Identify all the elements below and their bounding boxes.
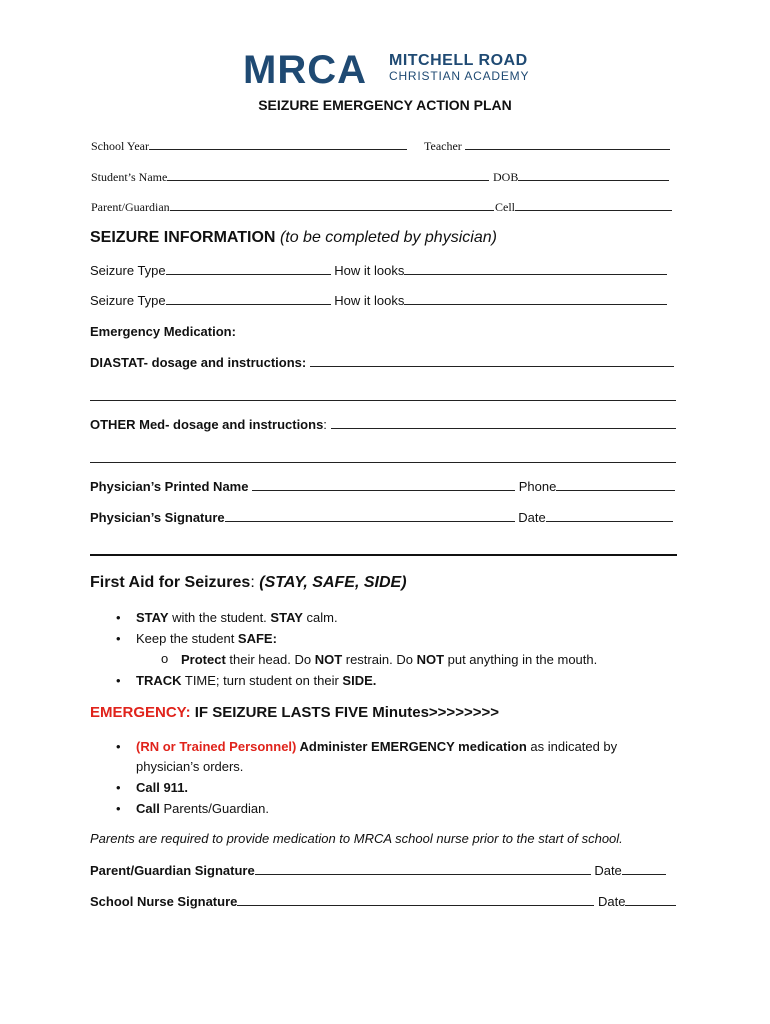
first-aid-item-stay-b1: STAY [136,610,169,625]
how-it-looks-label: How it looks [334,293,405,308]
first-aid-item-stay-t2: calm. [302,610,338,625]
emergency-item-call-parents-bold: Call [136,801,160,816]
diastat-continuation-line[interactable] [90,388,676,401]
logo-mark: MRCA [243,48,367,92]
section-divider [90,554,677,556]
nurse-date-line[interactable] [625,894,676,906]
seizure-info-heading-note: (to be completed by physician) [279,229,497,246]
seizure-type-line[interactable] [166,263,331,275]
first-aid-heading [90,574,407,592]
seizure-type-line[interactable] [166,293,331,305]
seizure-type-label: Seizure Type [90,293,166,308]
first-aid-heading-text: First Aid for Seizures [90,574,251,591]
emergency-item-administer [136,739,617,754]
physician-printed-name-line[interactable] [252,479,515,491]
cell-field[interactable] [495,199,672,215]
date-line[interactable] [546,510,673,522]
first-aid-subitem-protect [181,652,597,667]
school-year-field[interactable] [91,138,407,154]
parent-guardian-line[interactable] [170,199,494,211]
emergency-item-administer-bold: Administer EMERGENCY medication [296,739,527,754]
first-aid-item-track-b2: SIDE. [342,673,377,688]
other-med-continuation-line[interactable] [90,450,676,463]
diastat-field[interactable] [90,355,674,370]
first-aid-item-stay-b2: STAY [270,610,303,625]
emergency-medication-label: Emergency Medication: [90,324,236,339]
other-med-line[interactable] [331,417,676,429]
how-it-looks-line[interactable] [404,263,667,275]
first-aid-item-safe [136,631,277,646]
parent-signature-label: Parent/Guardian Signature [90,863,255,878]
first-aid-item-stay [136,610,338,625]
emergency-item-administer-text: as indicated by [526,739,618,754]
emergency-item-administer-line2: physician’s orders. [136,759,244,774]
first-aid-heading-note: (STAY, SAFE, SIDE) [259,574,407,591]
first-aid-heading-colon: : [250,574,255,591]
school-year-label: School Year [91,139,150,153]
medication-note: Parents are required to provide medication to MRCA school nurse prior to the start of school. [90,831,623,846]
date-label: Date [594,863,622,878]
first-aid-subitem-protect-t2: restrain. Do [342,652,417,667]
student-name-line[interactable] [167,169,489,181]
student-name-field[interactable] [91,169,489,185]
first-aid-subitem-protect-b1: Protect [181,652,226,667]
first-aid-item-safe-t1: Keep the student [136,631,238,646]
seizure-type-row-2[interactable] [90,293,667,308]
first-aid-item-stay-t1: with the student. [168,610,271,625]
other-med-colon: : [323,417,327,432]
bullet-icon: • [116,801,121,816]
parent-guardian-field[interactable] [91,199,494,215]
phone-line[interactable] [556,479,675,491]
how-it-looks-label: How it looks [334,263,405,278]
teacher-line[interactable] [465,138,670,150]
date-label: Date [598,894,626,909]
emergency-item-administer-red: (RN or Trained Personnel) [136,739,297,754]
logo-school-subname: CHRISTIAN ACADEMY [389,69,530,83]
first-aid-subitem-protect-t1: their head. Do [225,652,315,667]
bullet-icon: • [116,610,121,625]
date-label: Date [518,510,546,525]
teacher-field[interactable] [424,138,670,154]
first-aid-subitem-protect-t3: put anything in the mouth. [444,652,598,667]
page-title: SEIZURE EMERGENCY ACTION PLAN [258,97,512,113]
nurse-signature-label: School Nurse Signature [90,894,238,909]
physician-signature-label: Physician’s Signature [90,510,225,525]
parent-signature-line[interactable] [255,863,591,875]
nurse-signature-line[interactable] [237,894,594,906]
parent-date-line[interactable] [622,863,666,875]
first-aid-item-track [136,673,376,688]
seizure-info-heading [90,229,497,247]
emergency-item-call-911: Call 911. [136,780,189,795]
cell-label: Cell [495,200,515,214]
first-aid-item-track-b1: TRACK [136,673,182,688]
teacher-label: Teacher [424,139,462,153]
other-med-field[interactable] [90,417,676,432]
dob-field[interactable] [493,169,669,185]
dob-label: DOB [493,170,519,184]
student-name-label: Student’s Name [91,170,168,184]
diastat-line[interactable] [310,355,674,367]
emergency-item-call-parents-text: Parents/Guardian. [159,801,269,816]
first-aid-subitem-protect-b3: NOT [416,652,445,667]
nurse-signature-row[interactable] [90,894,676,909]
cell-line[interactable] [515,199,672,211]
first-aid-item-track-t1: TIME; turn student on their [181,673,343,688]
logo-school-name: MITCHELL ROAD [389,52,528,69]
seizure-type-label: Seizure Type [90,263,166,278]
bullet-icon: • [116,780,121,795]
seizure-type-row-1[interactable] [90,263,667,278]
bullet-icon: • [116,631,121,646]
how-it-looks-line[interactable] [404,293,667,305]
first-aid-subitem-protect-b2: NOT [314,652,343,667]
dob-line[interactable] [518,169,669,181]
diastat-label: DIASTAT- dosage and instructions: [90,355,307,370]
seizure-info-heading-text: SEIZURE INFORMATION [90,229,276,246]
sub-bullet-icon: o [161,651,169,666]
other-med-label: OTHER Med- dosage and instructions [90,417,324,432]
physician-name-row[interactable] [90,479,675,494]
physician-printed-name-label: Physician’s Printed Name [90,479,249,494]
school-year-line[interactable] [149,138,407,150]
bullet-icon: • [116,739,121,754]
parent-signature-row[interactable] [90,863,666,878]
physician-signature-row[interactable] [90,510,673,525]
bullet-icon: • [116,673,121,688]
emergency-item-call-parents [136,801,269,816]
parent-guardian-label: Parent/Guardian [91,200,170,214]
emergency-heading [90,704,499,721]
emergency-heading-text: IF SEIZURE LASTS FIVE Minutes>>>>>>>> [190,704,499,721]
first-aid-item-safe-b1: SAFE: [237,631,277,646]
emergency-label: EMERGENCY: [90,704,191,721]
phone-label: Phone [518,479,557,494]
physician-signature-line[interactable] [225,510,515,522]
